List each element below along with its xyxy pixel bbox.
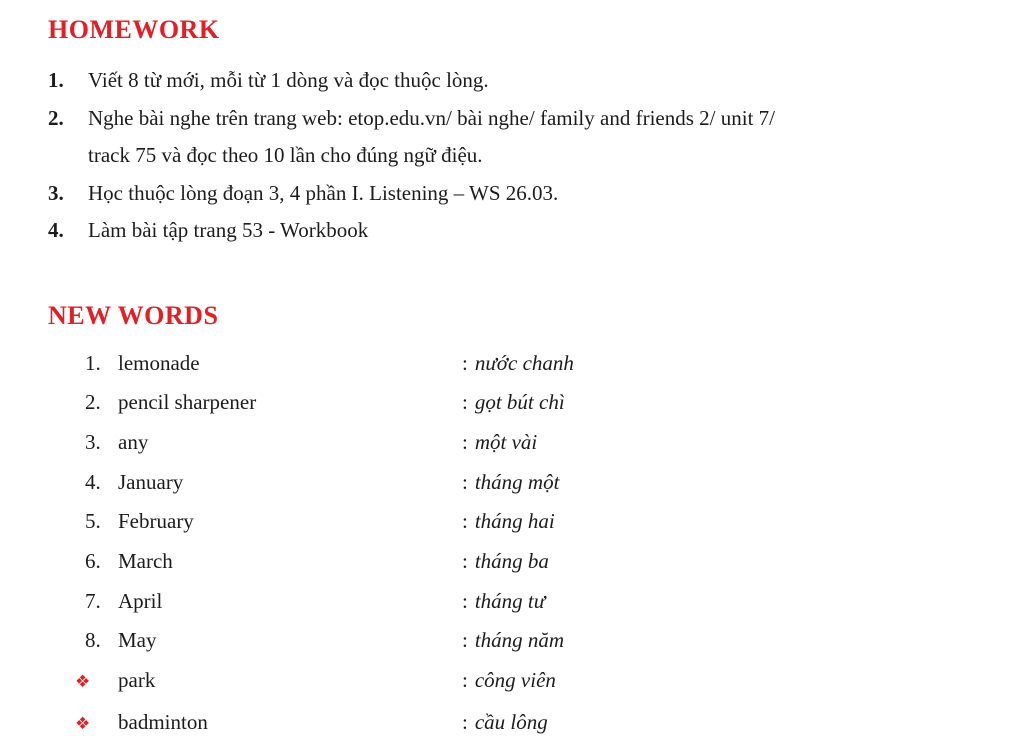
vocab-translation: tháng tư	[474, 588, 546, 613]
colon-separator: :	[462, 509, 468, 534]
homework-item-text	[88, 175, 990, 213]
item-number: 4.	[48, 218, 64, 242]
item-number: 8.	[85, 628, 101, 653]
colon-separator: :	[462, 549, 468, 574]
colon-separator: :	[462, 350, 468, 375]
homework-title: HOMEWORK	[48, 15, 220, 44]
item-number: 2.	[85, 390, 101, 415]
vocab-translation: tháng ba	[474, 549, 549, 574]
diamond-bullet-icon: ❖	[75, 713, 91, 734]
item-number: 2.	[48, 105, 64, 130]
vocab-row	[48, 703, 990, 745]
item-number: 4.	[85, 469, 101, 494]
colon-separator: :	[462, 390, 468, 415]
homework-item	[48, 62, 990, 100]
vocab-row	[48, 621, 990, 661]
new-words-title: NEW WORDS	[48, 300, 219, 330]
homework-item-line: Nghe bài nghe trên trang web: etop.edu.vn/ bài nghe/ family and friends 2/ unit 7/	[88, 105, 775, 130]
vocab-word: lemonade	[118, 350, 200, 375]
vocab-row	[48, 582, 990, 622]
colon-separator: :	[462, 709, 468, 734]
vocab-translation: tháng một	[474, 469, 560, 494]
colon-separator: :	[462, 469, 468, 494]
item-number: 5.	[85, 509, 101, 534]
vocab-word: pencil sharpener	[118, 390, 257, 415]
colon-separator: :	[462, 668, 468, 693]
vocab-row	[48, 383, 990, 423]
colon-separator: :	[462, 628, 468, 653]
vocab-word: May	[118, 628, 157, 653]
vocab-word: March	[118, 549, 173, 574]
item-number: 3.	[48, 180, 64, 205]
vocab-translation: gọt bút chì	[474, 390, 565, 415]
homework-item-text	[88, 100, 990, 175]
vocab-word: badminton	[118, 709, 208, 734]
vocab-translation: tháng hai	[474, 509, 555, 534]
vocab-translation: cầu lông	[474, 709, 548, 734]
vocab-row	[48, 661, 990, 703]
colon-separator: :	[462, 429, 468, 454]
item-number: 7.	[85, 588, 101, 613]
homework-list	[48, 62, 990, 250]
vocab-word: park	[118, 668, 156, 693]
item-number: 3.	[85, 429, 101, 454]
homework-item	[48, 212, 990, 250]
vocab-translation: một vài	[474, 429, 538, 454]
item-number: 6.	[85, 549, 101, 574]
homework-item	[48, 175, 990, 213]
homework-item-line2: track 75 và đọc theo 10 lần cho đúng ngữ điệu.	[88, 143, 483, 167]
vocab-row	[48, 344, 990, 384]
homework-item-line: Viết 8 từ mới, mỗi từ 1 dòng và đọc thuộc lòng.	[88, 68, 489, 92]
item-number: 1.	[85, 350, 101, 375]
vocab-word: January	[118, 469, 184, 494]
homework-item-line: Học thuộc lòng đoạn 3, 4 phần I. Listening – WS 26.03.	[88, 180, 559, 205]
item-number: 1.	[48, 68, 64, 92]
vocab-row	[48, 423, 990, 463]
vocab-translation: nước chanh	[474, 350, 574, 375]
homework-item-line: Làm bài tập trang 53 - Workbook	[88, 218, 369, 242]
colon-separator: :	[462, 588, 468, 613]
new-words-list	[48, 344, 990, 745]
vocab-row	[48, 502, 990, 542]
vocab-word: April	[118, 588, 163, 613]
homework-item	[48, 100, 990, 175]
vocab-translation: công viên	[474, 668, 556, 693]
homework-item-text	[88, 62, 990, 100]
vocab-translation: tháng năm	[474, 628, 565, 653]
vocab-row	[48, 542, 990, 582]
homework-item-text	[88, 212, 990, 250]
vocab-word: February	[118, 509, 194, 534]
diamond-bullet-icon: ❖	[75, 672, 91, 693]
vocab-word: any	[118, 429, 149, 454]
vocab-row	[48, 463, 990, 503]
